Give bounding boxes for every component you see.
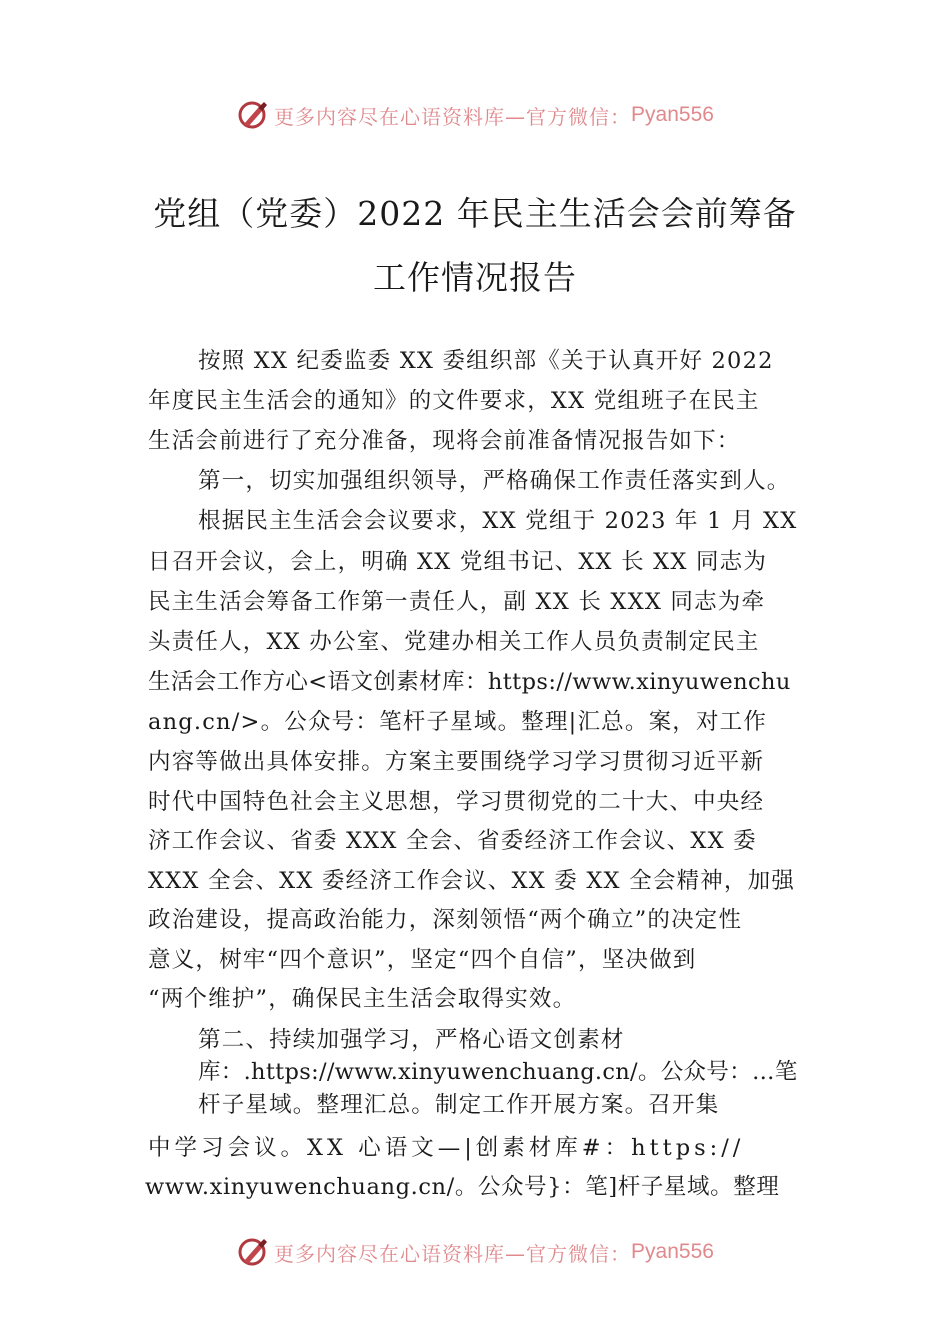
body-line: 头责任人，XX 办公室、党建办相关工作人员负责制定民主 bbox=[148, 629, 760, 655]
body-line: 第二、持续加强学习，严格心语文创素材 bbox=[198, 1027, 625, 1053]
banner-text: 更多内容尽在心语资料库—官方微信： bbox=[274, 104, 632, 129]
body-line: “两个维护”，确保民主生活会取得实效。 bbox=[148, 986, 577, 1012]
banner-wechat-id: Pyan556 bbox=[631, 1240, 714, 1263]
body-line: XXX 全会、XX 委经济工作会议、XX 委 XX 全会精神，加强 bbox=[148, 868, 796, 894]
body-line: www.xinyuwenchuang.cn/。公众号}：笔]杆子星域。整理 bbox=[145, 1174, 780, 1200]
body-line: 济工作会议、省委 XXX 全会、省委经济工作会议、XX 委 bbox=[148, 828, 757, 854]
banner-text: 更多内容尽在心语资料库—官方微信： bbox=[274, 1241, 632, 1266]
body-line: 政治建设，提高政治能力，深刻领悟“两个确立”的决定性 bbox=[148, 907, 743, 933]
body-line: 内容等做出具体安排。方案主要围绕学习学习贯彻习近平新 bbox=[148, 749, 765, 775]
doc-title-line-1: 党组（党委）2022 年民主生活会会前筹备 bbox=[153, 194, 797, 233]
banner-wechat-id: Pyan556 bbox=[631, 103, 714, 126]
body-line: 杆子星域。整理汇总。制定工作开展方案。召开集 bbox=[198, 1092, 720, 1118]
body-line: 生活会工作方心<语文创素材库：https://www.xinyuwenchu bbox=[148, 669, 791, 695]
body-line: 第一，切实加强组织领导，严格确保工作责任落实到人。 bbox=[198, 468, 791, 494]
body-line: 按照 XX 纪委监委 XX 委组织部《关于认真开好 2022 bbox=[198, 348, 774, 374]
body-line: 年度民主生活会的通知》的文件要求，XX 党组班子在民主 bbox=[148, 388, 760, 414]
body-line: ang.cn/>。公众号：笔杆子星域。整理|汇总。案，对工作 bbox=[148, 709, 768, 735]
body-line: 根据民主生活会会议要求，XX 党组于 2023 年 1 月 XX bbox=[198, 508, 798, 534]
header-banner bbox=[0, 95, 950, 135]
pen-logo-icon bbox=[236, 98, 270, 132]
body-line: 意义，树牢“四个意识”，坚定“四个自信”，坚决做到 bbox=[148, 947, 697, 973]
body-line: 民主生活会筹备工作第一责任人，副 XX 长 XXX 同志为牵 bbox=[148, 589, 766, 615]
footer-banner bbox=[0, 1232, 950, 1272]
body-line: 日召开会议，会上，明确 XX 党组书记、XX 长 XX 同志为 bbox=[148, 549, 768, 575]
body-line: 库：.https://www.xinyuwenchuang.cn/。公众号：…笔 bbox=[198, 1059, 798, 1085]
doc-title-line-2: 工作情况报告 bbox=[373, 258, 577, 297]
body-line: 时代中国特色社会主义思想，学习贯彻党的二十大、中央经 bbox=[148, 789, 765, 815]
body-line: 中学习会议。XX 心语文—|创素材库#：https:// bbox=[148, 1135, 745, 1161]
pen-logo-icon bbox=[236, 1235, 270, 1269]
body-line: 生活会前进行了充分准备，现将会前准备情况报告如下： bbox=[148, 428, 741, 454]
